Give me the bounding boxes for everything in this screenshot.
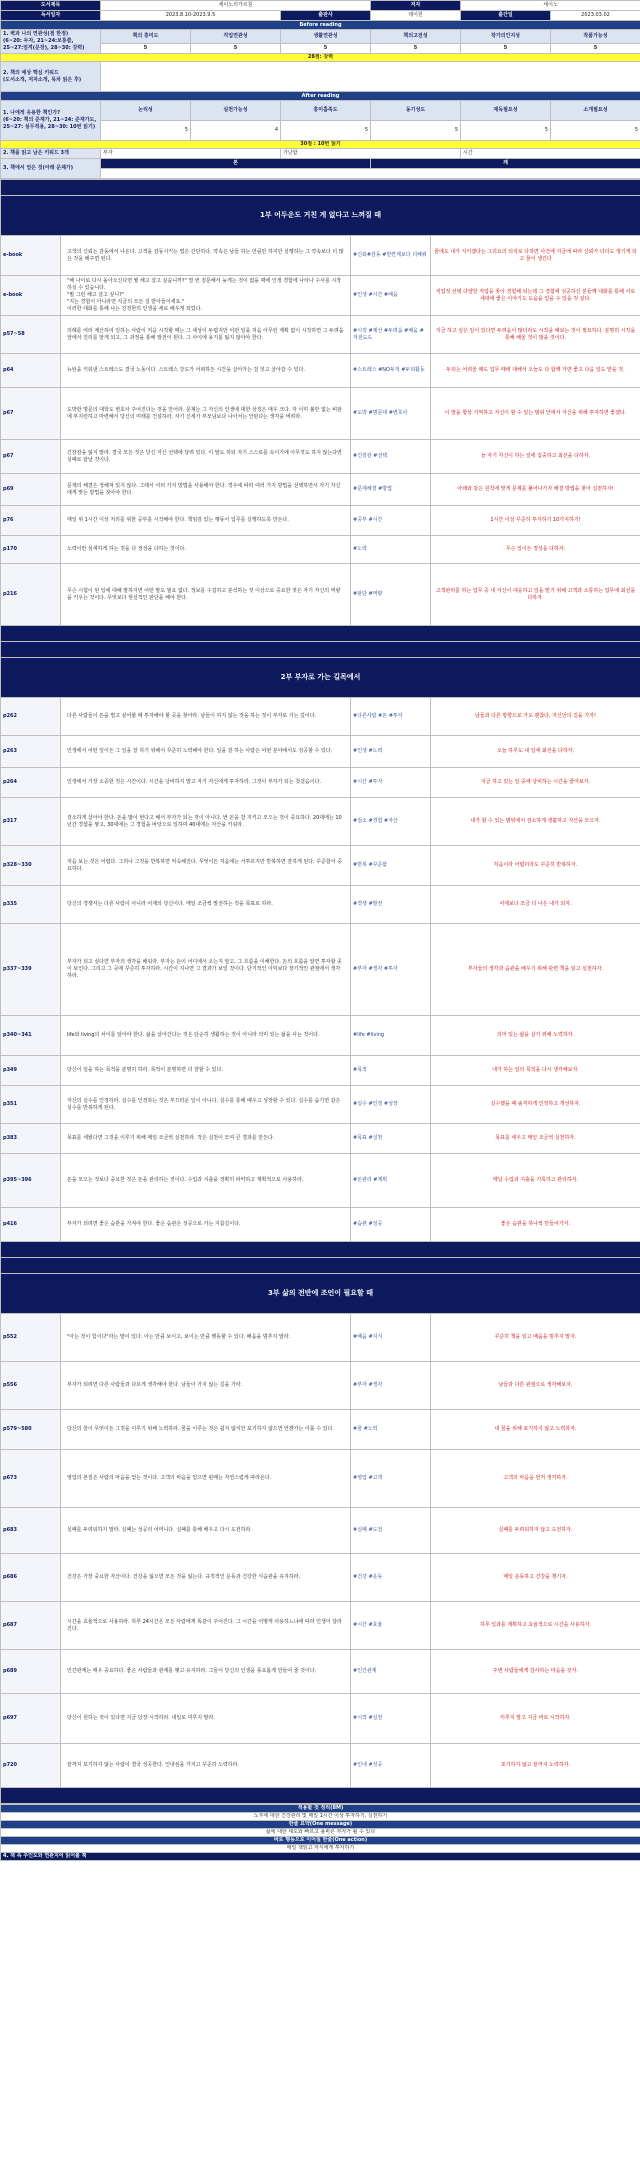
note-row (1, 1086, 640, 1124)
note-page: p262 (1, 698, 61, 736)
before-score: 5 (461, 44, 551, 54)
note-action: 늘 자기 자신이 하는 일에 집중하고 최선을 다하자. (431, 440, 640, 474)
note-quote: life와 living의 차이를 알아야 한다. 삶을 살아간다는 것은 단순히 생활하는 것이 아니라 의미 있는 삶을 사는 것이다. (61, 1016, 351, 1056)
after-col: 실천가능성 (191, 101, 281, 121)
note-quote: 의례를 여러 계산하여 일하는 사람이 처음 시작할 때는 그 세상이 두렵지만 어떤 일을 처음 아무런 계획 없이 시작하면 그 두려움 앞에서 진리를 알게 되고, 그 과정을 통해 발전이 된다. 그 사이에 용기를 잃지 않아야 한다. (61, 316, 351, 354)
note-quote: "아는 것이 힘이다"라는 말이 있다. 아는 만큼 보이고, 보이는 만큼 행동할 수 있다. 배움을 멈추지 말라. (61, 1314, 351, 1362)
section-spacer (1, 180, 640, 196)
note-row (1, 236, 640, 276)
note-quote: 문제의 해결은 정해져 있지 않다. 그래서 여러 가지 방법을 사용해야 한다. 경우에 따라 여러 가지 방법을 선택하면서 자기 자신에게 맞는 방법을 찾아야 한다. (61, 474, 351, 506)
note-tags: #도박 #명문대 #변호사 (351, 388, 431, 440)
action-value: 매일 책읽고 자식에게 투자하기 (1, 1845, 640, 1853)
note-tags: #다른사람 #돈 #투자 (351, 698, 431, 736)
before-score: 5 (371, 44, 461, 54)
after-col: 재독필요성 (461, 101, 551, 121)
after-reading-bar: After reading (1, 92, 640, 101)
after-q3-value[interactable] (101, 169, 640, 179)
note-tags: #경쟁 #발전 (351, 886, 431, 924)
section-footer-spacer (1, 1788, 640, 1804)
note-action: 무슨 일이든 정성을 다하자. (431, 536, 640, 564)
after-col: 논리성 (101, 101, 191, 121)
section-footer-spacer (1, 626, 640, 642)
before-q2-label: 2. 책의 예상 핵심 키워드 (도서소개, 저자소개, 목차 읽은 후) (1, 62, 101, 92)
note-page: p673 (1, 1450, 61, 1508)
author-label: 저자 (371, 1, 461, 11)
before-col: 작가의인지성 (461, 30, 551, 44)
related-books-label: 4. 책 속 주인도와 연관지어 읽어볼 책 (1, 1853, 640, 1861)
note-quote: 인생에서 어떤 일이든 그 일을 잘 하기 위해서 꾸준히 노력해야 한다. 일을 잘 하는 사람은 어떤 분야에서도 성공할 수 있다. (61, 736, 351, 768)
note-tags: #실패 #도전 (351, 1508, 431, 1554)
note-page: p57~58 (1, 316, 61, 354)
note-action: 1시간 이상 꾸준히 투자하기 10가지하기! (431, 506, 640, 536)
after-col: 흥미흡족도 (281, 101, 371, 121)
note-tags: #시작 #실천 (351, 1694, 431, 1744)
note-quote: 시간을 효율적으로 사용하라. 하루 24시간은 모든 사람에게 똑같이 주어진다. 그 시간을 어떻게 사용하느냐에 따라 인생이 달라진다. (61, 1602, 351, 1650)
after-score: 5 (551, 121, 640, 141)
note-quote: 처음 보는 것은 어렵다. 그러나 그것을 반복하면 익숙해진다. 무엇이든 처음에는 서투르지만 반복하면 잘하게 된다. 꾸준함이 중요하다. (61, 846, 351, 886)
note-page: p67 (1, 440, 61, 474)
note-row (1, 698, 640, 736)
period-value: 2023.8.10-2023.9.5 (101, 11, 281, 21)
note-row (1, 1056, 640, 1086)
note-page: e-book (1, 236, 61, 276)
note-tags: #목표 #실천 (351, 1124, 431, 1154)
note-quote: 당신의 꿈이 무엇이든 그것을 이루기 위해 노력하라. 꿈을 이루는 것은 쉽지 않지만 포기하지 않으면 언젠가는 이룰 수 있다. (61, 1410, 351, 1450)
note-quote: 뉴턴을 키워낸 스트레스도 결국 노동이다. 스트레스 강도가 어떠하든 시간을 살아가는 걸 잊고 살아갈 수 있다. (61, 354, 351, 388)
period-label: 독서일자 (1, 11, 101, 21)
before-score: 5 (551, 44, 640, 54)
note-action: 내 꿈을 위해 포기하지 않고 노력하자. (431, 1410, 640, 1450)
note-action: 직업적 선택 다양한 직업을 찾아 경험해 되는데 그 경험에 성공하신 분들께 대화를 통해 서로 세대에 좋은 이야기도 도움을 얻을 수 있을 것 같다. (431, 276, 640, 316)
note-page: p216 (1, 564, 61, 626)
note-quote: 당신이 원하는 것이 있다면 지금 당장 시작하라. 내일로 미루지 말라. (61, 1694, 351, 1744)
note-quote: 목표를 세웠다면 그것을 이루기 위해 매일 조금씩 실천하라. 작은 실천이 모여 큰 결과를 만든다. (61, 1124, 351, 1154)
after-q2-label: 2. 책을 읽고 남은 키워드 3개 (1, 149, 101, 159)
note-row (1, 1362, 640, 1410)
after-col: 동기성도 (371, 101, 461, 121)
before-col: 작품가능성 (551, 30, 640, 44)
before-total: 28점: 강력 (1, 54, 640, 62)
note-page: p64 (1, 354, 61, 388)
note-page: p349 (1, 1056, 61, 1086)
before-q2-value[interactable] (101, 62, 640, 92)
note-row (1, 1694, 640, 1744)
note-action: 남들과 다른 관점으로 생각해보자. (431, 1362, 640, 1410)
note-quote: 실패를 두려워하지 말라. 실패는 성공의 어머니다. 실패를 통해 배우고 다시 도전하라. (61, 1508, 351, 1554)
note-action: 고객관리를 하는 업무 중 내 자신이 대응하고 일을 맡기 위해 고객과 소통하는 업무에 최선을 다하자. (431, 564, 640, 626)
note-page: p689 (1, 1650, 61, 1694)
q3-head-right: 깨 (371, 159, 640, 169)
before-col: 생활연관성 (281, 30, 371, 44)
note-quote: 부자가 되려면 좋은 습관을 가져야 한다. 좋은 습관은 성공으로 가는 지름길이다. (61, 1208, 351, 1242)
note-row (1, 564, 640, 626)
note-tags: #꿈 #노력 (351, 1410, 431, 1450)
note-page: p263 (1, 736, 61, 768)
note-tags: #신뢰#감동 #반칸계보다 더해줘 (351, 236, 431, 276)
title-value: 세이노의가르침 (101, 1, 371, 11)
note-page: p697 (1, 1694, 61, 1744)
note-action: 이 말을 항상 기억하고 자신이 할 수 있는 범위 안에서 자신을 위해 투자하면 좋겠다. (431, 388, 640, 440)
note-row (1, 1314, 640, 1362)
note-quote: 부자가 되고 싶다면 부자의 생각을 배워라. 부자는 돈이 어디에서 오는지 알고, 그 흐름을 이해한다. 돈의 흐름을 알면 투자할 곳이 보인다. 그리고 그 곳에 꾸준히 투자하라. 시간이 지나면 그 결과가 보일 것이다. 단기적인 이익보다 장기적인 관점에서 생각하라. (61, 924, 351, 1016)
note-action: 어제보다 조금 더 나은 내가 되자. (431, 886, 640, 924)
note-tags: #인내 #성공 (351, 1744, 431, 1788)
before-q1-label: 1. 벽과 나의 연관성(점 한정) (6~20: 두자, 21~24:보통쯤, 25~27:엄격(문장), 28~30: 강력) (1, 30, 101, 54)
note-quote: 다른 사람들이 돈을 벌고 싶어할 때 투자해야 할 곳을 찾아라. 남들이 하지 않는 것을 하는 것이 부자로 가는 길이다. (61, 698, 351, 736)
note-row (1, 316, 640, 354)
note-page: p351 (1, 1086, 61, 1124)
note-quote: 돈을 모으는 것보다 중요한 것은 돈을 관리하는 것이다. 수입과 지출을 정확히 파악하고 계획적으로 사용하라. (61, 1154, 351, 1208)
message-head: 한줄 요약(One message) (1, 1821, 640, 1829)
note-quote: 무슨 시험이 된 일에 대해 말하자면 어떤 말도 필요 없다. 정보를 수집하고 분석하는 것 이상으로 중요한 것은 자기 자신의 역량을 키우는 것이다. 무엇보다 현실적인 판단을 해야 한다. (61, 564, 351, 626)
note-page: p383 (1, 1124, 61, 1154)
note-page: e-book (1, 276, 61, 316)
publisher-value: 데이원 (371, 11, 461, 21)
pubdate-value: 2023.03.02 (551, 11, 640, 21)
note-row (1, 474, 640, 506)
note-action: 지금 하고 있는 일 중에 낭비하는 시간을 줄여보자. (431, 768, 640, 798)
note-page: p687 (1, 1602, 61, 1650)
note-tags: #돈관리 #계획 (351, 1154, 431, 1208)
before-score: 5 (101, 44, 191, 54)
after-score: 5 (101, 121, 191, 141)
note-tags: #실수 #인정 #성장 (351, 1086, 431, 1124)
message-value: 삶에 대한 태도와 빠르고 올바른 부자가 될 수 있다 (1, 1829, 640, 1837)
note-action: 내가 할 수 있는 범위에서 검소하게 생활하고 자산을 모으자. (431, 798, 640, 846)
note-quote: 부자가 되려면 다른 사람들과 다르게 생각해야 한다. 남들이 가지 않는 길을 가라. (61, 1362, 351, 1410)
note-page: p579~580 (1, 1410, 61, 1450)
note-tags: #시간 #투자 (351, 768, 431, 798)
after-q1-label: 1. 나에게 유용한 책인가? (6~20: 책의 준재가, 21~24: 준재가도, 25~27: 실무적용, 28~30: 10번 읽기) (1, 101, 101, 141)
note-tags: #노력 (351, 536, 431, 564)
section-footer-spacer (1, 1242, 640, 1258)
note-action: 꿈에도 내가 지키겠다는 그리요의 의리로 다하면 사건에 지금에 따라 신뢰가 더더도 생기게 되고 꿈이 생긴다 (431, 236, 640, 276)
note-action: 오늘 하루도 내 일에 최선을 다하자. (431, 736, 640, 768)
note-action: 내가 하는 일의 목적을 다시 생각해보자. (431, 1056, 640, 1086)
note-tags: #life #living (351, 1016, 431, 1056)
note-action: 부자들의 생각과 습관을 배우기 위해 관련 책을 읽고 실천하자. (431, 924, 640, 1016)
note-action: 꾸준히 책을 읽고 배움을 멈추지 말자. (431, 1314, 640, 1362)
summary-value: 노후에 대한 건강관리 및 매일 1시간 이상 투자하기, 실천하기 (1, 1813, 640, 1821)
note-row (1, 736, 640, 768)
note-page: p552 (1, 1314, 61, 1362)
note-page: p328~330 (1, 846, 61, 886)
after-q3-label: 3. 책에서 얻은 것(아래 문제가) (1, 159, 101, 179)
note-tags: #긴장감 #선택 (351, 440, 431, 474)
after-col: 소개필요성 (551, 101, 640, 121)
note-tags: #부자 #생각 (351, 1362, 431, 1410)
note-tags: #반복 #꾸준함 (351, 846, 431, 886)
note-action: 아래와 같은 원칙에 맞게 문제를 풀어나가자 해결 방법을 찾아 실천하자! (431, 474, 640, 506)
section-spacer (1, 642, 640, 658)
note-row (1, 846, 640, 886)
note-tags: #부자 #생각 #투자 (351, 924, 431, 1016)
note-row (1, 354, 640, 388)
note-row (1, 886, 640, 924)
note-row (1, 924, 640, 1016)
note-action: 남들과 다른 방향으로 가도 괜찮다, 자신만의 길을 가자! (431, 698, 640, 736)
before-score: 5 (281, 44, 371, 54)
note-row (1, 1124, 640, 1154)
note-page: p67 (1, 388, 61, 440)
note-page: p335 (1, 886, 61, 924)
note-quote: 매일 위 1시간 이상 처리를 위한 공부를 시작해야 한다. 책임감 있는 행동이 업무를 실행하도록 만든다. (61, 506, 351, 536)
note-page: p76 (1, 506, 61, 536)
note-quote: 자신의 실수를 인정하라. 실수를 인정하는 것은 부끄러운 일이 아니다. 실수를 통해 배우고 성장할 수 있다. 실수를 숨기면 같은 실수를 반복하게 된다. (61, 1086, 351, 1124)
before-col: 책의 흥미도 (101, 30, 191, 44)
note-action: 지금 하고 싶은 일이 있다면 두려움이 많더라도 시작을 해보는 것이 필요하다. 분명히 시작을 통해 배울 것이 많을 것이다. (431, 316, 640, 354)
note-row (1, 1208, 640, 1242)
before-reading-bar: Before reading (1, 21, 640, 30)
summary-head: 적용할 것 정리(8M) (1, 1805, 640, 1813)
keyword-1: 부자 (101, 149, 281, 159)
note-quote: 당신의 경쟁자는 다른 사람이 아니라 어제의 당신이다. 매일 조금씩 발전하는 것을 목표로 하라. (61, 886, 351, 924)
note-quote: "해 나이로 다시 돌아오신다면 뭘 해고 살고 싶습니까?" 열 번 질문해서 늦게는 것이 없을 때에 인생 경험에 나타나 수사를 시작하실 수 있습니다. "뭘 그런 해고 살고 싶니?" "지는 경험이 아니라면 지금의 모든 걸 받아들이세요." 이러한 대화를 통해 나는 진정한의 인생을 세로 배우게 되었다. (61, 276, 351, 316)
section-title: 2부 부자로 가는 길목에서 (1, 658, 640, 698)
note-tags: #스트레스 #NO두적 #두되활동 (351, 354, 431, 388)
note-tags: #습관 #성공 (351, 1208, 431, 1242)
before-score: 5 (191, 44, 281, 54)
after-total: 30점 : 10번 읽기 (1, 141, 640, 149)
note-tags: #시작 #계산 #두려움 #배움 #자전도도 (351, 316, 431, 354)
note-action: 좋은 습관을 하나씩 만들어가자. (431, 1208, 640, 1242)
after-score: 5 (461, 121, 551, 141)
note-page: p340~341 (1, 1016, 61, 1056)
note-row (1, 1508, 640, 1554)
note-row (1, 388, 640, 440)
note-row (1, 1650, 640, 1694)
note-quote: 도박한 명문의 대학도 변호사 주어진다는 것을 만어라. 문제는 그 자신의 인생에 대한 상징은 매우 크다. 자 이미 불만 없는 비판에 부지런하고 마련해서 당신의 미래를 건설하라. 자기 신세가 부모님보다 나아서는 안된다는 생각을 버려라. (61, 388, 351, 440)
keyword-2: 가난함 (281, 149, 461, 159)
note-page: p337~339 (1, 924, 61, 1016)
note-action: 미루지 말고 지금 바로 시작하자. (431, 1694, 640, 1744)
note-quote: 영업의 본질은 사람의 마음을 얻는 것이다. 고객의 마음을 얻으면 판매는 자연스럽게 따라온다. (61, 1450, 351, 1508)
before-col: 책의고전성 (371, 30, 461, 44)
note-tags: #인생 #노력 (351, 736, 431, 768)
note-action: 고객의 마음을 먼저 생각하자. (431, 1450, 640, 1508)
note-row (1, 1602, 640, 1650)
note-row (1, 440, 640, 474)
note-row (1, 1554, 640, 1602)
keyword-3: 시간 (461, 149, 640, 159)
note-row (1, 1410, 640, 1450)
note-action: 두되는 어려울 때도 업무 때에 대해서 오늘도 다 함께 가면 좋고 다음 일도 맡을 것. (431, 354, 640, 388)
note-row (1, 506, 640, 536)
note-row (1, 1154, 640, 1208)
after-score: 4 (191, 121, 281, 141)
note-row (1, 798, 640, 846)
note-tags: #인생 #시간 #배움 (351, 276, 431, 316)
note-tags: #목적 (351, 1056, 431, 1086)
q3-head-left: 본 (101, 159, 371, 169)
section-title: 1부 어두운도 거친 게 없다고 느껴질 때 (1, 196, 640, 236)
pubdate-label: 출간일 (461, 11, 551, 21)
note-tags: #문제해결 #방법 (351, 474, 431, 506)
note-tags: #배움 #지식 (351, 1314, 431, 1362)
note-page: p317 (1, 798, 61, 846)
note-tags: #공부 #시간 (351, 506, 431, 536)
note-quote: 건강은 가장 중요한 자산이다. 건강을 잃으면 모든 것을 잃는다. 규칙적인 운동과 건강한 식습관을 유지하라. (61, 1554, 351, 1602)
publisher-label: 출판사 (281, 11, 371, 21)
note-tags: #인간관계 (351, 1650, 431, 1694)
note-quote: 검소하게 살아야 한다. 돈을 많이 번다고 해서 부자가 되는 것이 아니다. 번 돈을 잘 지키고 모으는 것이 중요하다. 20대에는 10년간 경험을 쌓고, 30대에는 그 경험을 바탕으로 일하며 40대에는 자산을 키워라. (61, 798, 351, 846)
note-page: p69 (1, 474, 61, 506)
note-action: 매일 운동하고 건강을 챙기자. (431, 1554, 640, 1602)
note-page: p395~396 (1, 1154, 61, 1208)
action-head: 바로 행동으로 이어질 한줄(One action) (1, 1837, 640, 1845)
after-score: 5 (371, 121, 461, 141)
note-action: 처음이라 어렵더라도 꾸준히 반복하자. (431, 846, 640, 886)
before-col: 직업연관성 (191, 30, 281, 44)
note-quote: 인간관계는 매우 중요하다. 좋은 사람들과 관계를 맺고 유지하라. 그들이 당신의 인생을 풍요롭게 만들어 줄 것이다. (61, 1650, 351, 1694)
note-tags: #영업 #고객 (351, 1450, 431, 1508)
note-page: p264 (1, 768, 61, 798)
note-row (1, 536, 640, 564)
note-action: 매달 수입과 지출을 기록하고 관리하자. (431, 1154, 640, 1208)
note-tags: #시간 #효율 (351, 1602, 431, 1650)
reading-log-table (0, 0, 640, 179)
note-action: 주변 사람들에게 감사하는 마음을 갖자. (431, 1650, 640, 1694)
note-tags: #검소 #경험 #자산 (351, 798, 431, 846)
note-tags: #건강 #운동 (351, 1554, 431, 1602)
author-value: 세이노 (461, 1, 640, 11)
note-quote: 끝까지 포기하지 않는 사람이 결국 성공한다. 인내심을 가지고 꾸준히 노력하라. (61, 1744, 351, 1788)
section-title: 3부 삶의 전반에 조언이 필요할 때 (1, 1274, 640, 1314)
note-action: 포기하지 않고 끝까지 노력하자. (431, 1744, 640, 1788)
note-row (1, 768, 640, 798)
notes-table (0, 179, 640, 1804)
section-spacer (1, 1258, 640, 1274)
note-quote: 고객의 신뢰는 감동에서 나온다. 고객을 감동시키는 법은 간단하다. 약속은 남들 하는 만큼만 하지만 실행하는 그 약속보다 더 많은 것을 해주면 된다. (61, 236, 351, 276)
note-quote: 노력이란 섬세하게 하는 것을 다 정성을 다하는 것이다. (61, 536, 351, 564)
note-page: p683 (1, 1508, 61, 1554)
note-row (1, 1016, 640, 1056)
note-action: 의미 있는 삶을 살기 위해 노력하자. (431, 1016, 640, 1056)
note-quote: 당신이 일을 하는 목적을 분명히 하라. 목적이 분명하면 더 잘할 수 있다. (61, 1056, 351, 1086)
note-row (1, 1744, 640, 1788)
title-label: 도서제목 (1, 1, 101, 11)
after-score: 5 (281, 121, 371, 141)
note-tags: #판단 #역량 (351, 564, 431, 626)
note-action: 실수했을 때 솔직하게 인정하고 개선하자. (431, 1086, 640, 1124)
note-page: p170 (1, 536, 61, 564)
note-page: p556 (1, 1362, 61, 1410)
note-row (1, 276, 640, 316)
note-page: p720 (1, 1744, 61, 1788)
note-action: 목표를 세우고 매일 조금씩 실천하자. (431, 1124, 640, 1154)
note-action: 실패를 두려워하지 않고 도전하자. (431, 1508, 640, 1554)
note-page: p416 (1, 1208, 61, 1242)
footer-table (0, 1804, 640, 1861)
note-action: 하루 일과를 계획하고 효율적으로 시간을 사용하자. (431, 1602, 640, 1650)
note-page: p686 (1, 1554, 61, 1602)
note-quote: 긴장감을 잃지 말라. 결국 모든 것은 당신 자신 선택에 달려 있다. 이 말도 하되 자기 스스로를 속이기에 아무것도 하지 않는다면 실패로 끝날 것이다. (61, 440, 351, 474)
note-quote: 인생에서 가장 소중한 것은 시간이다. 시간을 낭비하지 말고 자기 자신에게 투자하라. 그것이 부자가 되는 첫걸음이다. (61, 768, 351, 798)
note-row (1, 1450, 640, 1508)
